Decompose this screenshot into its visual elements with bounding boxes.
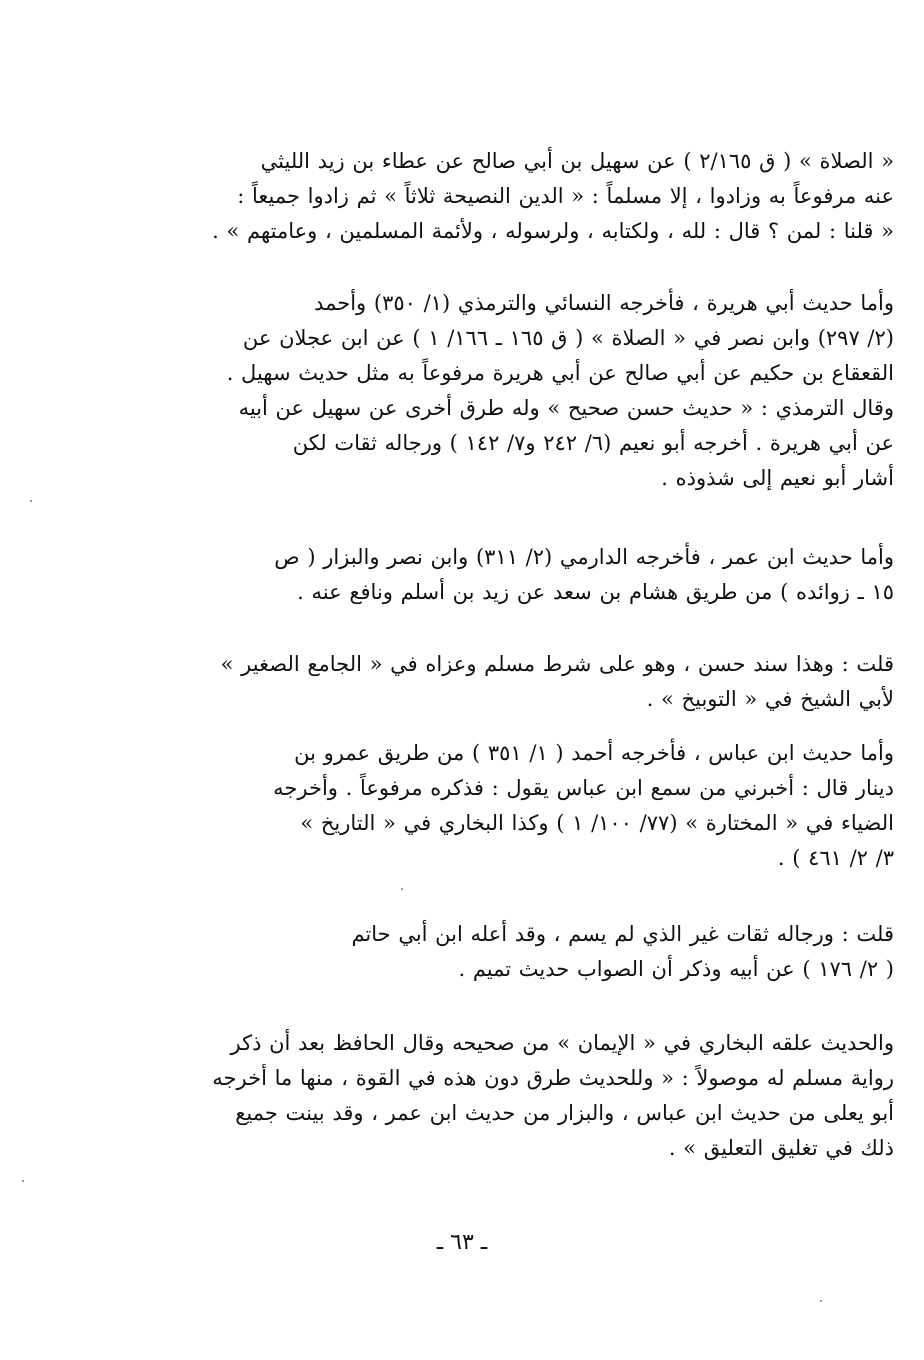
text-line: وأما حديث ابن عمر ، فأخرجه الدارمي (٢/ ٣١١) وابن نصر والبزار ( ص xyxy=(274,545,894,569)
text-line: (٢/ ٢٩٧) وابن نصر في « الصلاة » ( ق ١٦٥ ـ ١٦٦/ ١ ) عن ابن عجلان عن xyxy=(242,326,894,350)
text-line: ١٥ ـ زوائده ) من طريق هشام بن سعد عن زيد بن أسلم ونافع عنه . xyxy=(297,580,894,604)
text-line: والحديث علقه البخاري في « الإيمان » من صحيحه وقال الحافظ بعد أن ذكر xyxy=(230,1031,894,1055)
text-line: أبو يعلى من حديث ابن عباس ، والبزار من حديث ابن عمر ، وقد بينت جميع xyxy=(235,1101,894,1125)
text-line: ( ٢/ ١٧٦ ) عن أبيه وذكر أن الصواب حديث تميم . xyxy=(458,957,894,981)
paragraph-1 xyxy=(178,144,894,249)
text-line: لأبي الشيخ في « التوبيخ » . xyxy=(646,687,894,711)
text-line: القعقاع بن حكيم عن أبي صالح عن أبي هريرة مرفوعاً به مثل حديث سهيل . xyxy=(226,361,894,385)
text-line: عنه مرفوعاً به وزادوا ، إلا مسلماً : « الدين النصيحة ثلاثاً » ثم زادوا جميعاً : xyxy=(237,184,894,208)
text-line: ٣/ ٢/ ٤٦١ ) . xyxy=(777,846,894,870)
text-line: « الصلاة » ( ق ٢/١٦٥ ) عن سهيل بن أبي صالح عن عطاء بن زيد الليثي xyxy=(260,149,894,173)
scan-speck xyxy=(22,1180,24,1182)
text-line: ذلك في تغليق التعليق » . xyxy=(668,1136,894,1160)
paragraph-7 xyxy=(178,1026,894,1166)
text-line: « قلنا : لمن ؟ قال : لله ، ولكتابه ، ولرسوله ، ولأئمة المسلمين ، وعامتهم » . xyxy=(212,219,894,243)
text-line: دينار قال : أخبرني من سمع ابن عباس يقول : فذكره مرفوعاً . وأخرجه xyxy=(273,776,894,800)
text-line: وأما حديث أبي هريرة ، فأخرجه النسائي والترمذي (١/ ٣٥٠) وأحمد xyxy=(314,291,894,315)
text-line: قلت : ورجاله ثقات غير الذي لم يسم ، وقد أعله ابن أبي حاتم xyxy=(351,922,894,946)
text-line: وأما حديث ابن عباس ، فأخرجه أحمد ( ١/ ٣٥١ ) من طريق عمرو بن xyxy=(294,741,894,765)
page-number: ـ ٦٣ ـ xyxy=(436,1230,488,1255)
text-line: عن أبي هريرة . أخرجه أبو نعيم (٦/ ٢٤٢ و٧/ ١٤٢ ) ورجاله ثقات لكن xyxy=(292,431,894,455)
paragraph-4 xyxy=(178,647,894,717)
paragraph-5 xyxy=(178,736,894,876)
scan-speck xyxy=(401,888,403,890)
text-line: أشار أبو نعيم إلى شذوذه . xyxy=(661,466,894,490)
text-line: وقال الترمذي : « حديث حسن صحيح » وله طرق أخرى عن سهيل عن أبيه xyxy=(238,396,894,420)
paragraph-2 xyxy=(178,286,894,496)
paragraph-6 xyxy=(178,917,894,987)
text-line: رواية مسلم له موصولاً : « وللحديث طرق دون هذه في القوة ، منها ما أخرجه xyxy=(212,1066,894,1090)
scan-speck xyxy=(30,500,32,502)
scan-speck xyxy=(820,1300,822,1302)
paragraph-3 xyxy=(178,540,894,610)
text-line: قلت : وهذا سند حسن ، وهو على شرط مسلم وعزاه في « الجامع الصغير » xyxy=(220,652,894,676)
text-line: الضياء في « المختارة » (٧٧/ ١٠٠/ ١ ) وكذا البخاري في « التاريخ » xyxy=(300,811,894,835)
